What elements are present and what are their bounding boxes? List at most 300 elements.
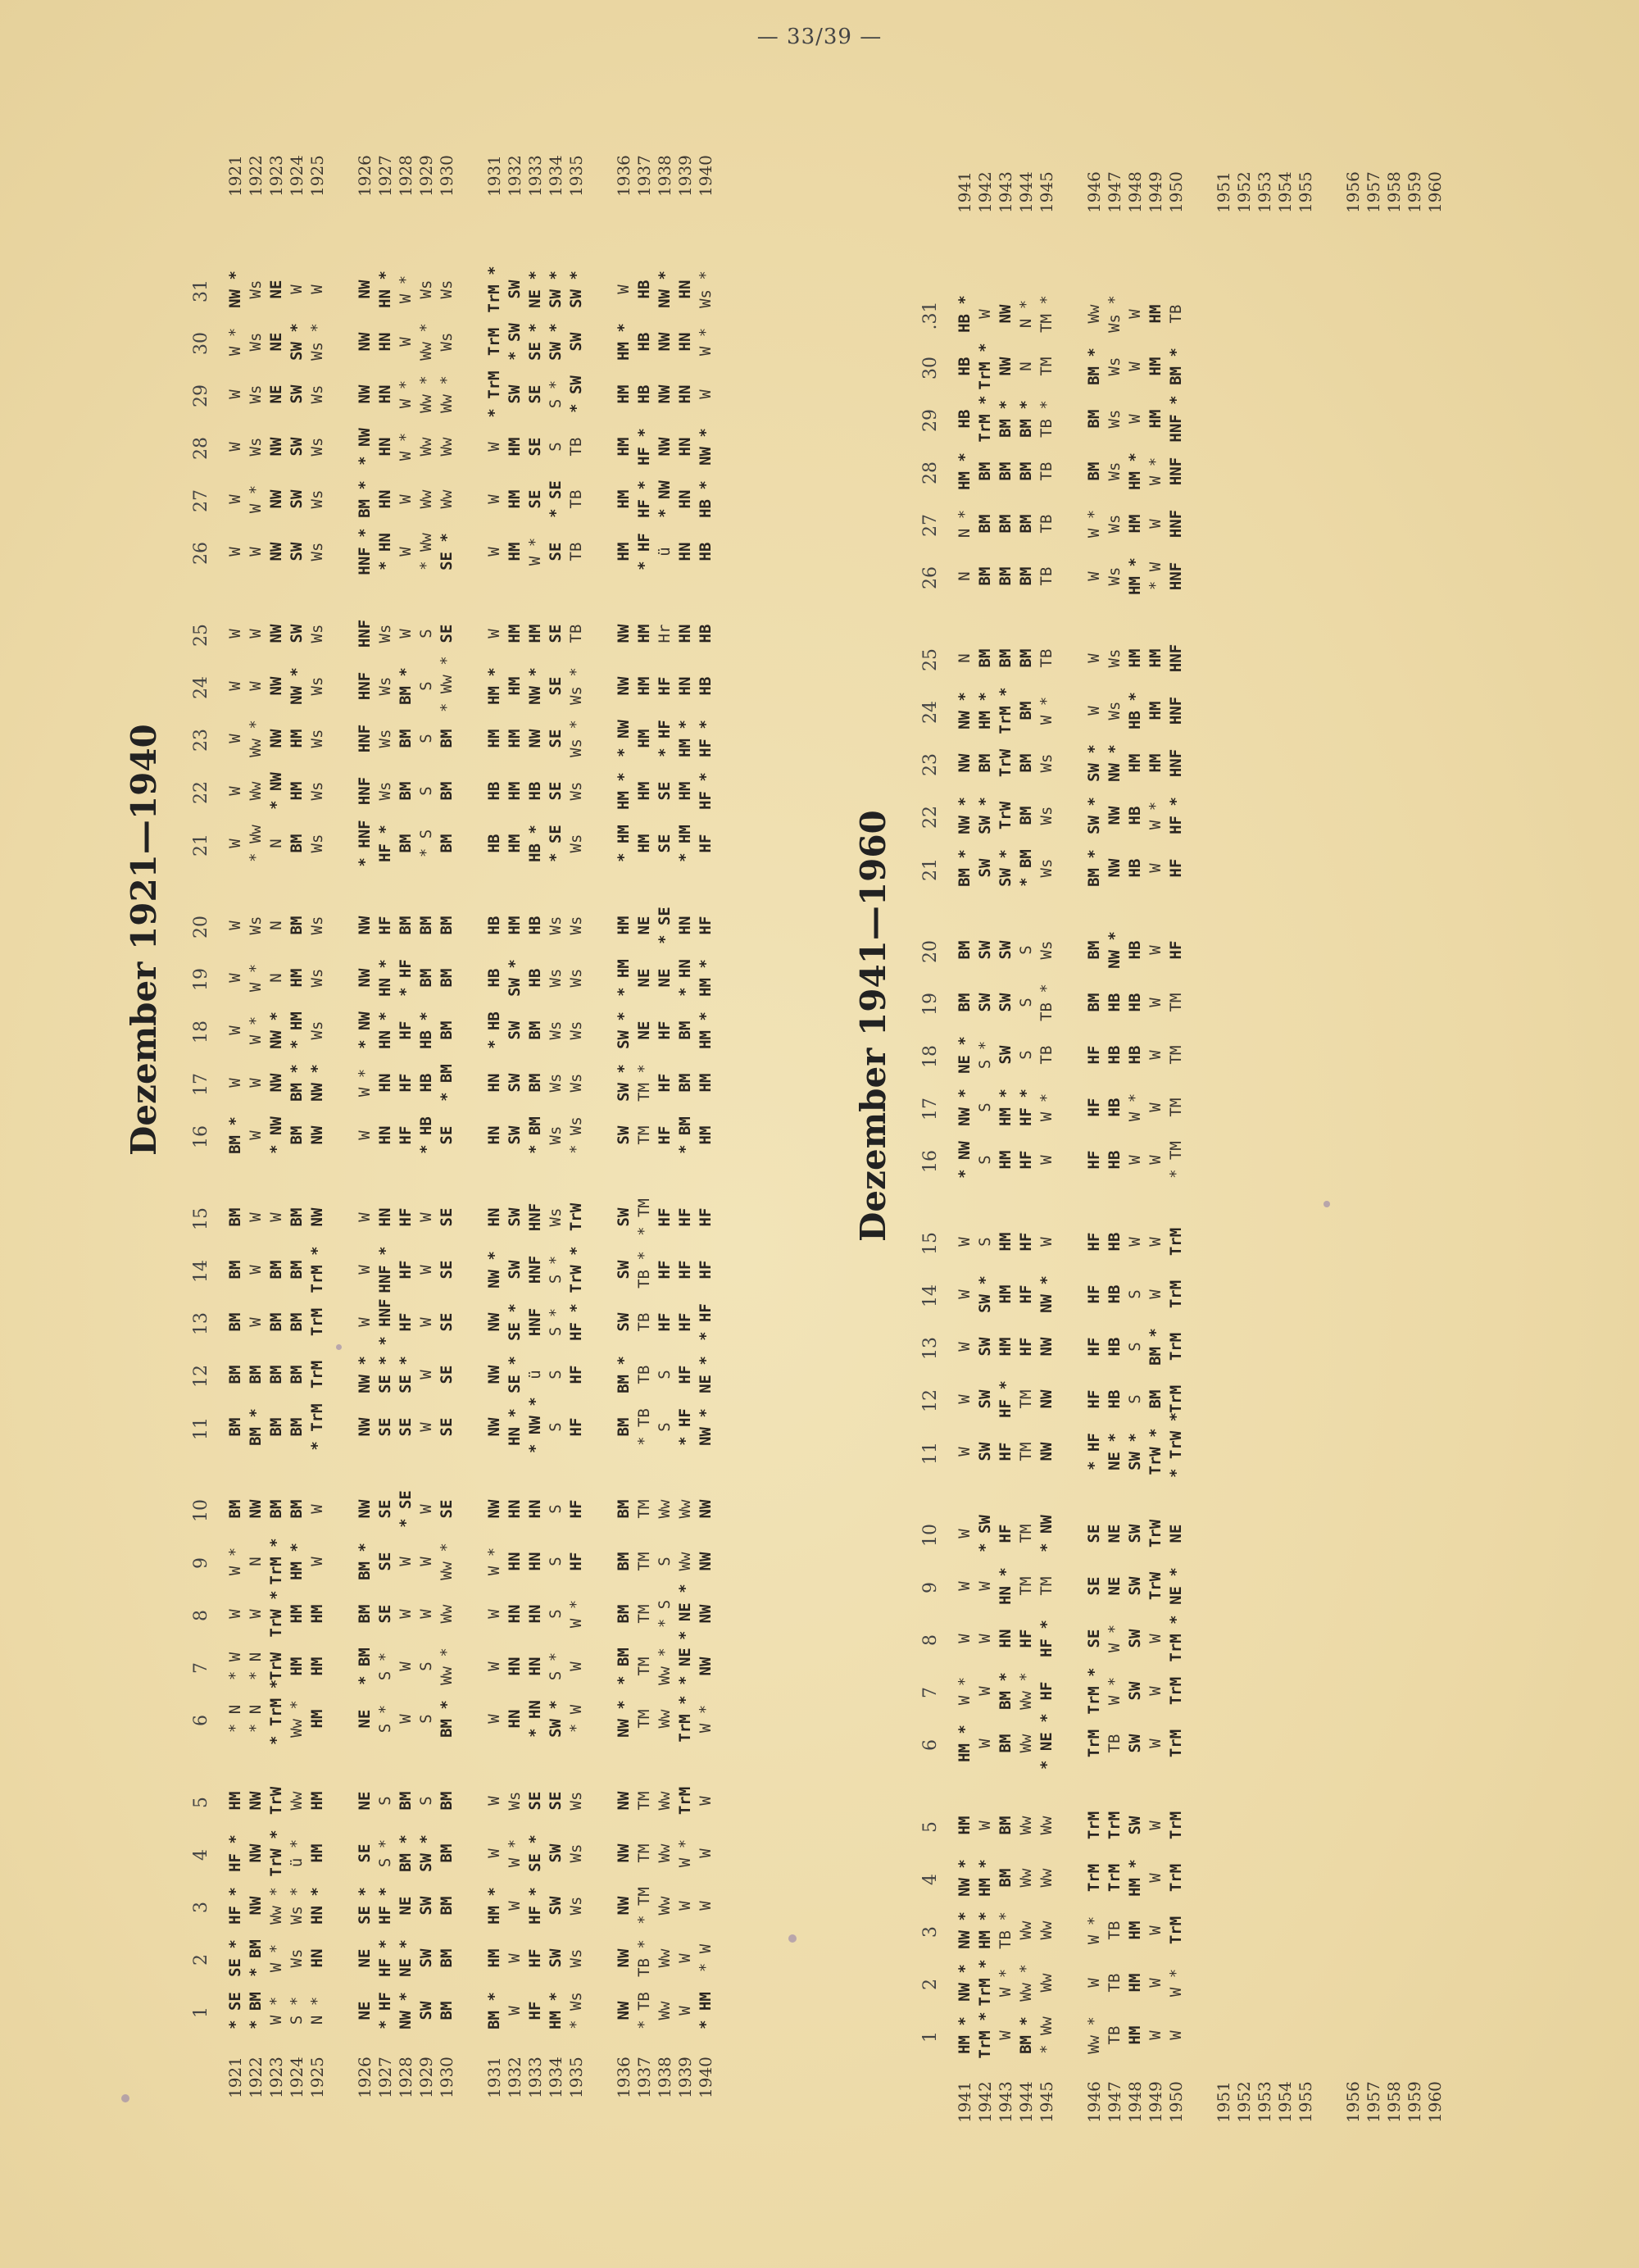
weather-type-cell: NE bbox=[267, 280, 285, 299]
weather-type-cell: ü bbox=[656, 547, 674, 557]
weather-type-cell: Ws bbox=[308, 384, 326, 404]
weather-type-cell: HM bbox=[635, 834, 653, 853]
weather-type-cell: SE bbox=[526, 1791, 544, 1811]
weather-type-cell: HM * bbox=[956, 1725, 974, 1762]
weather-type-cell: HF bbox=[1017, 1337, 1035, 1357]
weather-type-cell: NW bbox=[308, 1125, 326, 1145]
weather-type-cell: NW bbox=[485, 1365, 503, 1384]
weather-type-cell: HF * bbox=[1017, 1089, 1035, 1126]
weather-type-cell: S bbox=[1126, 1342, 1144, 1352]
weather-type-cell: BM bbox=[438, 2001, 456, 2020]
weather-type-cell: W bbox=[676, 2006, 694, 2016]
weather-type-cell: SE * bbox=[526, 323, 544, 361]
weather-type-cell: Ww bbox=[656, 1896, 674, 1916]
table-row bbox=[437, 115, 457, 2098]
weather-type-cell: W bbox=[1126, 1237, 1144, 1247]
weather-type-cell: HM bbox=[506, 729, 524, 748]
weather-type-cell: BM * bbox=[397, 667, 415, 705]
weather-type-cell: * BM bbox=[438, 1064, 456, 1102]
weather-type-cell: SW bbox=[1126, 1816, 1144, 1835]
weather-type-cell: Ws bbox=[247, 916, 265, 935]
weather-type-cell: TrW bbox=[567, 1202, 585, 1232]
year-label: 1959 bbox=[1405, 2081, 1424, 2123]
weather-type-cell: Ww * bbox=[417, 375, 435, 413]
weather-type-cell: W bbox=[485, 547, 503, 557]
weather-type-cell: HM bbox=[308, 1709, 326, 1729]
day-header: 18 bbox=[191, 1020, 211, 1043]
weather-type-cell: BM bbox=[1017, 806, 1035, 825]
day-header: 15 bbox=[191, 1207, 211, 1230]
weather-type-cell: W bbox=[226, 1078, 244, 1088]
weather-type-cell: SE bbox=[376, 1552, 394, 1571]
weather-type-cell: TM bbox=[635, 1604, 653, 1624]
weather-type-cell: HF bbox=[1017, 1150, 1035, 1170]
table-row bbox=[566, 115, 587, 2098]
weather-type-cell: W bbox=[956, 1289, 974, 1299]
weather-type-cell: TM bbox=[1167, 1098, 1185, 1117]
weather-type-cell: HM * bbox=[697, 959, 715, 997]
weather-type-cell: SW bbox=[506, 1125, 524, 1145]
weather-type-cell: BM bbox=[438, 1948, 456, 1968]
weather-type-cell: TM bbox=[635, 1552, 653, 1571]
weather-type-cell: * NW bbox=[656, 480, 674, 518]
weather-type-cell: HN * bbox=[376, 1011, 394, 1049]
weather-type-cell: W * bbox=[1085, 1916, 1103, 1945]
weather-type-cell: HF bbox=[656, 1207, 674, 1227]
weather-type-cell: NE bbox=[356, 1948, 374, 1968]
day-header: 13 bbox=[920, 1337, 941, 1360]
year-label: 1926 bbox=[355, 2057, 375, 2098]
weather-type-cell: NW bbox=[615, 624, 633, 643]
weather-type-cell: HN * bbox=[376, 270, 394, 308]
weather-type-cell: S * bbox=[547, 1652, 565, 1681]
weather-type-cell: TM bbox=[1167, 1045, 1185, 1065]
weather-type-cell: BM bbox=[267, 1365, 285, 1384]
weather-type-cell: SW bbox=[547, 1896, 565, 1916]
year-label-right: 1938 bbox=[655, 155, 674, 197]
weather-type-cell: NW bbox=[356, 916, 374, 935]
weather-type-cell: HB bbox=[526, 781, 544, 801]
weather-type-cell: S bbox=[1126, 1289, 1144, 1299]
weather-type-cell: BM bbox=[1017, 461, 1035, 481]
weather-type-cell: HNF bbox=[526, 1255, 544, 1284]
year-label: 1955 bbox=[1296, 2081, 1315, 2123]
weather-type-cell: Ww bbox=[656, 1709, 674, 1729]
weather-type-cell: Ws bbox=[308, 729, 326, 748]
weather-type-cell: TrM bbox=[1167, 1676, 1185, 1706]
weather-type-cell: Ws bbox=[567, 1948, 585, 1968]
weather-type-cell: TB * bbox=[1037, 984, 1056, 1021]
weather-type-cell: BM bbox=[397, 916, 415, 935]
weather-type-cell: HB bbox=[1126, 993, 1144, 1012]
weather-type-cell: * W bbox=[697, 1943, 715, 1973]
weather-type-cell: TB bbox=[635, 1365, 653, 1384]
weather-type-cell: HN bbox=[376, 332, 394, 352]
weather-type-cell: BM bbox=[997, 648, 1015, 668]
weather-type-cell: BM bbox=[997, 1868, 1015, 1888]
weather-type-cell: HM bbox=[526, 624, 544, 643]
day-header: 11 bbox=[191, 1417, 211, 1440]
year-label: 1923 bbox=[266, 2057, 286, 2098]
year-label-right: 1929 bbox=[416, 155, 436, 197]
weather-type-cell: W bbox=[1146, 1925, 1165, 1935]
weather-type-cell: HN bbox=[376, 1125, 394, 1145]
weather-type-cell: * NW bbox=[356, 1011, 374, 1049]
day-header: 7 bbox=[920, 1687, 941, 1698]
weather-type-cell: SE bbox=[526, 384, 544, 404]
weather-type-cell: Ws bbox=[547, 916, 565, 935]
year-label-right: 1948 bbox=[1125, 171, 1145, 213]
weather-type-cell: NW bbox=[485, 1417, 503, 1437]
weather-type-cell: BM bbox=[1017, 566, 1035, 586]
weather-type-cell: W bbox=[976, 1686, 994, 1696]
weather-type-cell: W bbox=[1146, 1873, 1165, 1883]
weather-type-cell: SW * bbox=[1085, 797, 1103, 834]
weather-type-cell: Ws bbox=[247, 437, 265, 457]
weather-type-cell: W bbox=[956, 1447, 974, 1457]
weather-type-cell: W bbox=[1146, 1686, 1165, 1696]
weather-type-cell: NE * bbox=[526, 270, 544, 308]
weather-type-cell: HM * bbox=[697, 1011, 715, 1049]
weather-type-cell: TB bbox=[1037, 514, 1056, 534]
year-label-right: 1958 bbox=[1384, 171, 1404, 213]
weather-type-cell: Ws bbox=[288, 1948, 306, 1968]
weather-type-cell: BM bbox=[1017, 753, 1035, 773]
weather-type-cell: NE * bbox=[1106, 1433, 1124, 1470]
weather-type-cell: * TB bbox=[635, 1992, 653, 2029]
weather-type-cell: N bbox=[267, 920, 285, 930]
weather-type-cell: W * bbox=[267, 1996, 285, 2025]
weather-type-cell: NW * bbox=[226, 270, 244, 308]
weather-type-cell: BM bbox=[438, 1896, 456, 1916]
weather-type-cell: N bbox=[956, 571, 974, 581]
weather-type-cell: HM bbox=[1126, 753, 1144, 773]
weather-type-cell: Ws bbox=[376, 729, 394, 748]
weather-type-cell: SW * bbox=[547, 270, 565, 308]
weather-type-cell: Ws bbox=[547, 1020, 565, 1040]
weather-type-cell: TrM bbox=[1167, 1811, 1185, 1840]
weather-type-cell: Ws bbox=[247, 332, 265, 352]
weather-type-cell: SE * bbox=[438, 533, 456, 570]
weather-type-cell: Hr bbox=[656, 624, 674, 643]
day-header: 20 bbox=[191, 916, 211, 939]
weather-type-cell: W bbox=[226, 494, 244, 504]
table-row bbox=[225, 115, 246, 2098]
weather-type-cell: HN bbox=[376, 437, 394, 457]
weather-type-cell: BM bbox=[417, 968, 435, 988]
weather-type-cell: W bbox=[1146, 998, 1165, 1007]
weather-type-cell: TrM bbox=[308, 1307, 326, 1337]
weather-type-cell: HM * bbox=[485, 667, 503, 705]
year-block bbox=[484, 115, 587, 2098]
day-header: 5 bbox=[920, 1821, 941, 1833]
day-header: 27 bbox=[191, 489, 211, 512]
weather-type-cell: NW * bbox=[956, 1089, 974, 1126]
weather-type-cell: * SE bbox=[397, 1490, 415, 1528]
weather-type-cell: HM bbox=[308, 1791, 326, 1811]
weather-type-cell: HB * bbox=[956, 295, 974, 333]
weather-type-cell: TM bbox=[1017, 1524, 1035, 1543]
weather-type-cell: SW bbox=[615, 1125, 633, 1145]
year-block bbox=[1214, 115, 1316, 2123]
weather-type-cell: TM bbox=[635, 1499, 653, 1519]
weather-type-cell: HNF bbox=[356, 671, 374, 701]
weather-type-cell: NE bbox=[1106, 1524, 1124, 1543]
weather-type-cell: NW bbox=[356, 1417, 374, 1437]
weather-type-cell: HM bbox=[956, 1816, 974, 1835]
weather-type-cell: SW bbox=[615, 1312, 633, 1332]
weather-type-cell: NE bbox=[635, 1020, 653, 1040]
weather-type-cell: TrW * bbox=[267, 1829, 285, 1877]
weather-type-cell: HF bbox=[656, 1260, 674, 1279]
year-label-right: 1950 bbox=[1166, 171, 1186, 213]
weather-type-cell: HM bbox=[485, 729, 503, 748]
weather-type-cell: NE bbox=[1106, 1576, 1124, 1596]
weather-type-cell: SW bbox=[997, 940, 1015, 960]
weather-type-cell: HB bbox=[1106, 1098, 1124, 1117]
weather-type-cell: SE bbox=[438, 1312, 456, 1332]
weather-type-cell: HF bbox=[567, 1552, 585, 1571]
weather-type-cell: BM bbox=[997, 514, 1015, 534]
weather-type-cell: Ww * bbox=[438, 1648, 456, 1685]
weather-type-cell: HB * bbox=[526, 825, 544, 862]
weather-type-cell: BM bbox=[615, 1552, 633, 1571]
weather-type-cell: W * bbox=[506, 1838, 524, 1868]
weather-type-cell: BM bbox=[267, 1499, 285, 1519]
weather-type-cell: Ww * bbox=[438, 375, 456, 413]
weather-type-cell: SW bbox=[976, 1337, 994, 1357]
weather-type-cell: HM bbox=[997, 1337, 1015, 1357]
weather-type-cell: TB bbox=[567, 437, 585, 457]
weather-type-cell: W bbox=[226, 681, 244, 691]
year-label-right: 1949 bbox=[1146, 171, 1165, 213]
weather-type-cell: Ws bbox=[438, 280, 456, 299]
table-row bbox=[505, 115, 525, 2098]
weather-type-cell: SW bbox=[417, 1896, 435, 1916]
weather-type-cell: Ww * bbox=[1017, 1672, 1035, 1710]
weather-type-cell: HM bbox=[1146, 753, 1165, 773]
weather-type-cell: S bbox=[417, 681, 435, 691]
weather-type-cell: Ws bbox=[376, 781, 394, 801]
weather-type-cell: Ws bbox=[376, 624, 394, 643]
weather-type-cell: S bbox=[376, 1796, 394, 1806]
weather-type-cell: NW * bbox=[615, 1700, 633, 1738]
day-header: 2 bbox=[191, 1954, 211, 1966]
weather-type-cell: * Ww bbox=[247, 825, 265, 862]
weather-type-cell: HM bbox=[997, 1150, 1015, 1170]
weather-type-cell: SW bbox=[997, 1045, 1015, 1065]
weather-type-cell: W bbox=[226, 1609, 244, 1619]
weather-type-cell: BM bbox=[676, 1073, 694, 1093]
table-row bbox=[246, 115, 266, 2098]
weather-type-cell: W bbox=[997, 2030, 1015, 2040]
table-row bbox=[375, 115, 396, 2098]
weather-type-cell: W bbox=[397, 547, 415, 557]
day-header: 26 bbox=[191, 542, 211, 565]
weather-type-cell: BM bbox=[976, 648, 994, 668]
year-block bbox=[614, 115, 716, 2098]
weather-type-cell: W bbox=[1146, 1050, 1165, 1060]
year-label: 1924 bbox=[287, 2057, 306, 2098]
weather-type-cell: W bbox=[226, 839, 244, 848]
weather-type-cell: SW bbox=[506, 1073, 524, 1093]
weather-type-cell: HB bbox=[956, 409, 974, 429]
year-label: 1930 bbox=[437, 2057, 456, 2098]
weather-type-cell: TB bbox=[1037, 1045, 1056, 1065]
table-row bbox=[1425, 115, 1446, 2123]
weather-type-cell: NW bbox=[526, 729, 544, 748]
weather-type-cell: NW bbox=[997, 304, 1015, 324]
weather-type-cell: BM bbox=[976, 566, 994, 586]
weather-type-cell: * HM bbox=[615, 825, 633, 862]
weather-type-cell: SE bbox=[1085, 1629, 1103, 1648]
weather-type-cell: SW bbox=[288, 542, 306, 561]
weather-type-cell: SE bbox=[526, 489, 544, 509]
weather-type-cell: W bbox=[697, 389, 715, 399]
weather-type-cell: NW bbox=[485, 1312, 503, 1332]
weather-type-cell: W bbox=[288, 284, 306, 294]
weather-type-cell: HF * bbox=[226, 1887, 244, 1925]
weather-type-cell: BM bbox=[1085, 461, 1103, 481]
day-header-row bbox=[191, 115, 224, 2098]
weather-type-cell: NW bbox=[615, 2001, 633, 2020]
weather-type-cell: HN bbox=[997, 1629, 1015, 1648]
weather-type-cell: W bbox=[956, 1237, 974, 1247]
weather-type-cell: NW bbox=[267, 437, 285, 457]
weather-type-cell: SE bbox=[438, 1365, 456, 1384]
weather-type-cell: * Ww bbox=[1037, 2016, 1056, 2054]
weather-type-cell: SW bbox=[997, 993, 1015, 1012]
weather-type-cell: SW bbox=[506, 1260, 524, 1279]
weather-type-cell: HF bbox=[1085, 1337, 1103, 1357]
weather-type-cell: N bbox=[247, 1557, 265, 1566]
weather-type-cell: Ws bbox=[1037, 753, 1056, 773]
weather-type-cell: TrM * bbox=[485, 266, 503, 313]
year-label-right: 1925 bbox=[307, 155, 327, 197]
weather-type-cell: BM bbox=[288, 1365, 306, 1384]
weather-type-cell: TM bbox=[635, 1125, 653, 1145]
weather-type-cell: TB bbox=[1106, 1920, 1124, 1940]
weather-type-cell: NE bbox=[356, 2001, 374, 2020]
weather-type-cell: HF bbox=[656, 1020, 674, 1040]
weather-type-cell: SW bbox=[976, 940, 994, 960]
weather-type-cell: TrM bbox=[1167, 1279, 1185, 1309]
year-label: 1927 bbox=[375, 2057, 395, 2098]
year-label: 1936 bbox=[614, 2057, 633, 2098]
weather-type-cell: Ws bbox=[567, 1843, 585, 1863]
weather-type-cell: NW bbox=[615, 1843, 633, 1863]
weather-type-cell: NE bbox=[635, 916, 653, 935]
weather-type-cell: W bbox=[1146, 519, 1165, 529]
year-label-right: 1928 bbox=[396, 155, 415, 197]
weather-type-cell: W * bbox=[1037, 696, 1056, 725]
weather-type-cell: NW bbox=[656, 384, 674, 404]
weather-type-cell: HF bbox=[567, 1499, 585, 1519]
weather-type-cell: Ww bbox=[1017, 1868, 1035, 1888]
weather-type-cell: HNF * bbox=[376, 1246, 394, 1293]
weather-type-cell: BM bbox=[226, 1417, 244, 1437]
weather-type-cell: BM * bbox=[997, 400, 1015, 438]
weather-type-cell: W bbox=[247, 1212, 265, 1222]
weather-type-cell: W bbox=[1146, 1102, 1165, 1112]
weather-type-cell: W bbox=[1167, 2030, 1185, 2040]
weather-type-cell: S * bbox=[976, 1040, 994, 1070]
table-row bbox=[675, 115, 696, 2098]
weather-type-cell: N * bbox=[308, 1996, 326, 2025]
weather-type-cell: N bbox=[956, 653, 974, 663]
year-label-right: 1947 bbox=[1105, 171, 1124, 213]
weather-type-cell: NW * bbox=[1037, 1275, 1056, 1313]
weather-type-cell: W bbox=[267, 1212, 285, 1222]
weather-type-cell: Ws bbox=[547, 968, 565, 988]
weather-type-cell: Ws bbox=[376, 676, 394, 696]
weather-type-cell: TrM bbox=[1167, 1729, 1185, 1758]
weather-type-cell: HF bbox=[676, 1207, 694, 1227]
weather-type-cell: * BM bbox=[247, 1992, 265, 2029]
weather-type-cell: HF * bbox=[376, 1939, 394, 1977]
weather-type-cell: TrM * bbox=[676, 1695, 694, 1743]
weather-type-cell: * BM bbox=[356, 1648, 374, 1685]
weather-type-cell: W bbox=[1085, 571, 1103, 581]
weather-type-cell: HF bbox=[1085, 1045, 1103, 1065]
weather-type-cell: W * bbox=[1037, 1093, 1056, 1122]
weather-type-cell: HN bbox=[308, 1948, 326, 1968]
weather-type-cell: W * bbox=[567, 1599, 585, 1629]
weather-type-cell: BM bbox=[288, 1312, 306, 1332]
weather-type-cell: SW bbox=[417, 2001, 435, 2020]
weather-type-cell: * BM bbox=[247, 1939, 265, 1977]
weather-type-cell: HB bbox=[417, 1073, 435, 1093]
weather-type-cell: HF * bbox=[997, 1380, 1015, 1418]
weather-type-cell: * SE bbox=[226, 1992, 244, 2029]
weather-type-cell: HF bbox=[1085, 1232, 1103, 1252]
weather-type-cell: TB bbox=[1037, 648, 1056, 668]
day-header: 24 bbox=[191, 676, 211, 699]
weather-type-cell: S bbox=[547, 1609, 565, 1619]
weather-type-cell: W bbox=[226, 734, 244, 743]
weather-type-cell: BM * bbox=[1017, 2016, 1035, 2054]
weather-type-cell: SW bbox=[615, 1260, 633, 1279]
year-label-right: 1930 bbox=[437, 155, 456, 197]
weather-type-cell: * SW bbox=[976, 1515, 994, 1552]
weather-type-cell: Ws bbox=[308, 1020, 326, 1040]
weather-type-cell: BM bbox=[526, 1073, 544, 1093]
ink-speck bbox=[121, 2094, 129, 2102]
weather-type-cell: NW bbox=[267, 489, 285, 509]
weather-type-cell: W * bbox=[526, 537, 544, 566]
weather-type-cell: W bbox=[506, 1953, 524, 1963]
weather-type-cell: * W bbox=[226, 1652, 244, 1681]
weather-type-cell: S bbox=[976, 1155, 994, 1165]
weather-type-cell: * HF bbox=[1085, 1433, 1103, 1470]
weather-type-cell: * NW bbox=[615, 720, 633, 757]
table-row bbox=[1125, 115, 1146, 2123]
table-row bbox=[1016, 115, 1037, 2123]
weather-type-cell: HF * bbox=[567, 1303, 585, 1341]
weather-type-cell: N * bbox=[956, 509, 974, 539]
weather-type-cell: Ws bbox=[1037, 940, 1056, 960]
weather-type-cell: Ws bbox=[438, 332, 456, 352]
weather-type-cell: W bbox=[417, 1609, 435, 1619]
year-label: 1922 bbox=[246, 2057, 266, 2098]
weather-type-cell: HB bbox=[1106, 1045, 1124, 1065]
weather-type-cell: HB * bbox=[697, 480, 715, 518]
weather-type-cell: HN bbox=[526, 1657, 544, 1676]
table-row bbox=[525, 115, 546, 2098]
weather-type-cell: W bbox=[226, 1025, 244, 1035]
weather-type-cell: HF bbox=[1017, 1629, 1035, 1648]
weather-type-cell: TM bbox=[1017, 1576, 1035, 1596]
